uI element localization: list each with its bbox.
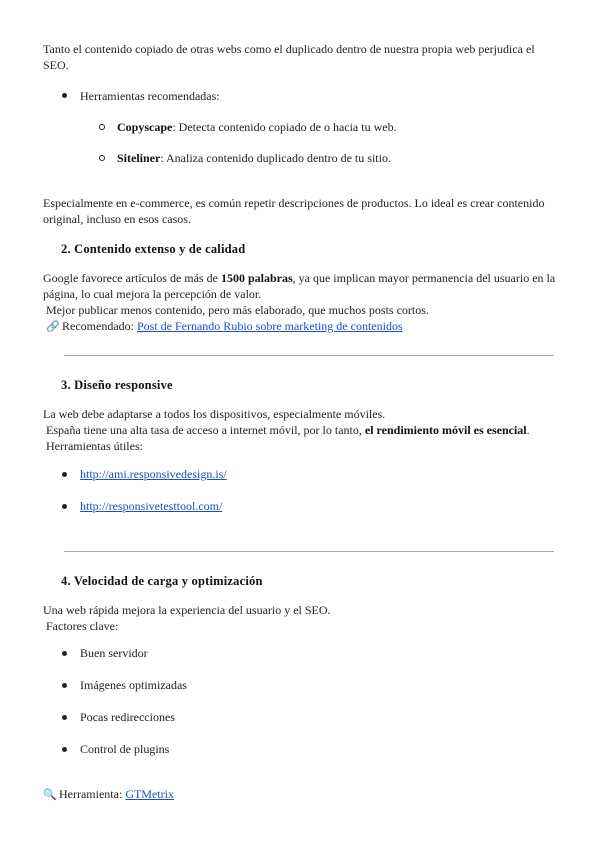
section2-note: Mejor publicar menos contenido, pero más elaborado, que muchos posts cortos. [46, 303, 429, 317]
recommended-label: Recomendado: [62, 319, 137, 333]
section-heading: 2. Contenido extenso y de calidad [61, 242, 246, 256]
list-item: Pocas redirecciones [80, 710, 175, 724]
bullet [62, 747, 67, 752]
list-item: Imágenes optimizadas [80, 678, 187, 692]
bullet [62, 651, 67, 656]
sub-bullet [99, 124, 105, 130]
section-heading: 4. Velocidad de carga y optimización [61, 574, 263, 588]
section3-paragraph [46, 422, 560, 438]
bold-text: 1500 palabras [220, 271, 293, 285]
section3-paragraph: La web debe adaptarse a todos los dispositivos, especialmente móviles. [43, 407, 386, 421]
tools-label: Herramientas recomendadas: [80, 89, 220, 103]
tool-name: Siteliner [117, 151, 161, 165]
text: . [526, 423, 530, 437]
bold-text: el rendimiento móvil es esencial [364, 423, 527, 437]
tool-copyscape [117, 119, 397, 135]
recommended-link[interactable]: Post de Fernando Rubio sobre marketing de contenidos [136, 319, 403, 333]
tools-useful-label: Herramientas útiles: [46, 439, 143, 453]
section-heading: 3. Diseño responsive [61, 378, 173, 392]
bullet [62, 93, 67, 98]
bullet [62, 683, 67, 688]
divider [64, 355, 554, 356]
list-item: Control de plugins [80, 742, 170, 756]
text: Google favorece artículos de más de [43, 271, 221, 285]
divider [64, 551, 554, 552]
text: , ya que implican mayor permanencia del usuario en la página, lo cual mejora la percepción de valor. [43, 271, 556, 301]
factors-label: Factores clave: [46, 619, 119, 633]
magnifier-icon: 🔍 [43, 788, 57, 801]
link-icon: 🔗 [46, 320, 60, 333]
recommended-line [46, 318, 560, 335]
tool-name: Copyscape [117, 120, 173, 134]
link-ami-responsivedesign[interactable]: http://ami.responsivedesign.is/ [80, 467, 227, 481]
text: España tiene una alta tasa de acceso a internet móvil, por lo tanto, [46, 423, 365, 437]
intro-paragraph: Tanto el contenido copiado de otras webs como el duplicado dentro de nuestra propia web perjudica el SEO. [43, 42, 535, 72]
tool-desc: : Analiza contenido duplicado dentro de tu sitio. [160, 151, 391, 165]
bullet [62, 504, 67, 509]
ecommerce-paragraph: Especialmente en e-commerce, es común repetir descripciones de productos. Lo ideal es crear contenido original, incluso en esos casos. [43, 196, 545, 226]
tool-desc: : Detecta contenido copiado de o hacia tu web. [172, 120, 397, 134]
bullet [62, 472, 67, 477]
link-responsivetesttool[interactable]: http://responsivetesttool.com/ [80, 499, 223, 513]
sub-bullet [99, 155, 105, 161]
section4-paragraph: Una web rápida mejora la experiencia del usuario y el SEO. [43, 603, 331, 617]
bullet [62, 715, 67, 720]
list-item: Buen servidor [80, 646, 148, 660]
tool-siteliner [117, 150, 391, 166]
tool-label: Herramienta: [59, 787, 126, 801]
tool-line [43, 786, 560, 803]
section2-paragraph [43, 270, 560, 302]
gtmetrix-link[interactable]: GTMetrix [125, 787, 174, 801]
